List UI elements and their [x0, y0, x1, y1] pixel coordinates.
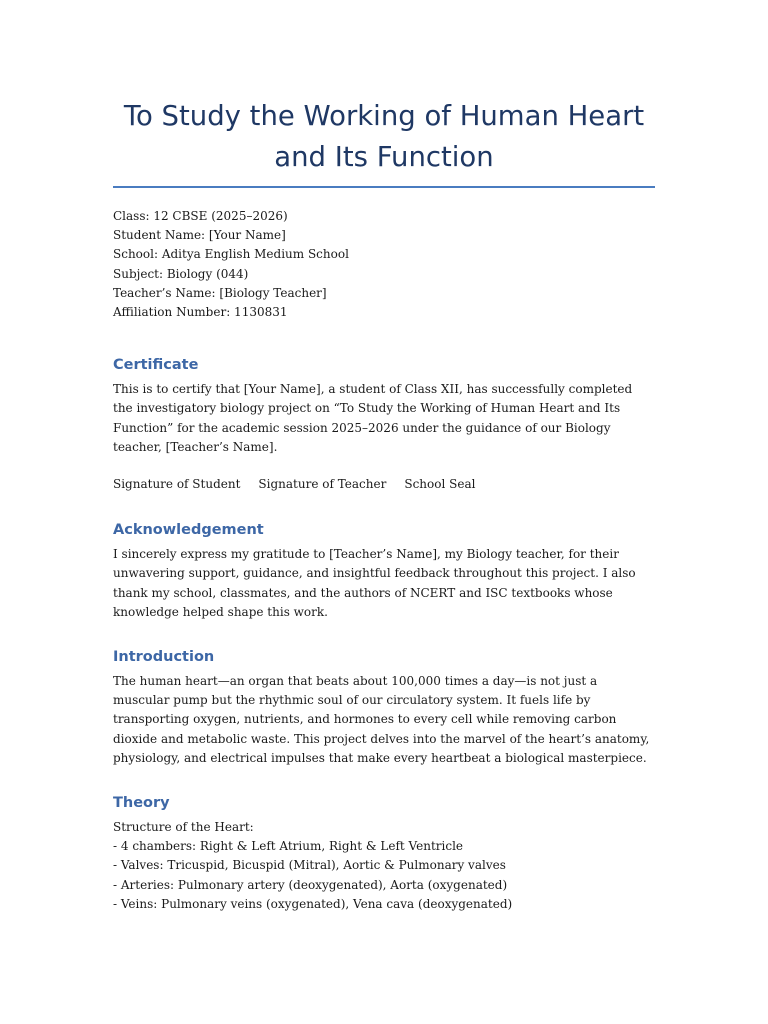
- student-name-line: Student Name: [Your Name]: [113, 228, 286, 243]
- signature-row: [113, 475, 655, 494]
- teacher-signature-label: Signature of Teacher: [258, 477, 387, 492]
- theory-line: - Valves: Tricuspid, Bicuspid (Mitral), Aortic & Pulmonary valves: [113, 858, 506, 873]
- theory-line: - Veins: Pulmonary veins (oxygenated), Vena cava (deoxygenated): [113, 896, 513, 911]
- class-line: Class: 12 CBSE (2025–2026): [113, 209, 288, 223]
- introduction-section: [113, 647, 655, 768]
- school-line: School: Aditya English Medium School: [113, 247, 349, 262]
- project-details: [113, 207, 655, 322]
- introduction-heading: Introduction: [113, 649, 215, 666]
- theory-section: [113, 793, 655, 914]
- certificate-heading: Certificate: [113, 357, 199, 374]
- school-seal-label: School Seal: [404, 477, 476, 492]
- introduction-text: The human heart—an organ that beats about 100,000 times a day—is not just a muscular pump but the rhythmic soul of our circulatory system. It fuels life by transporting oxygen, nutrients, and hormones to every cell while removing carbon dioxide and metabolic waste. This project delves into the marvel of the heart’s anatomy, physiology, and electrical impulses that make every heartbeat a biological masterpiece.: [113, 674, 650, 765]
- acknowledgement-text: I sincerely express my gratitude to [Teacher’s Name], my Biology teacher, for their unwavering support, guidance, and insightful feedback throughout this project. I also thank my school, classmates, and the authors of NCERT and ISC textbooks whose knowledge helped shape this work.: [113, 547, 636, 619]
- teacher-name-line: Teacher’s Name: [Biology Teacher]: [113, 285, 327, 300]
- certificate-section: [113, 355, 655, 494]
- acknowledgement-section: [113, 520, 655, 622]
- theory-list: [113, 818, 655, 914]
- theory-line: Structure of the Heart:: [113, 820, 254, 835]
- title-divider: [113, 186, 655, 188]
- theory-heading: Theory: [113, 795, 170, 812]
- document-page: [113, 0, 655, 914]
- acknowledgement-heading: Acknowledgement: [113, 522, 264, 539]
- subject-line: Subject: Biology (044): [113, 266, 249, 281]
- student-signature-label: Signature of Student: [113, 477, 241, 492]
- theory-line: - Arteries: Pulmonary artery (deoxygenated), Aorta (oxygenated): [113, 877, 508, 892]
- certificate-text: This is to certify that [Your Name], a student of Class XII, has successfully completed the investigatory biology project on “To Study the Working of Human Heart and Its Function” for the academic session 2025–2026 under the guidance of our Biology teacher, [Teacher’s Name].: [113, 382, 633, 454]
- theory-line: - 4 chambers: Right & Left Atrium, Right & Left Ventricle: [113, 839, 464, 854]
- affiliation-line: Affiliation Number: 1130831: [113, 305, 288, 320]
- page-title: To Study the Working of Human Heart and Its Function: [123, 100, 645, 173]
